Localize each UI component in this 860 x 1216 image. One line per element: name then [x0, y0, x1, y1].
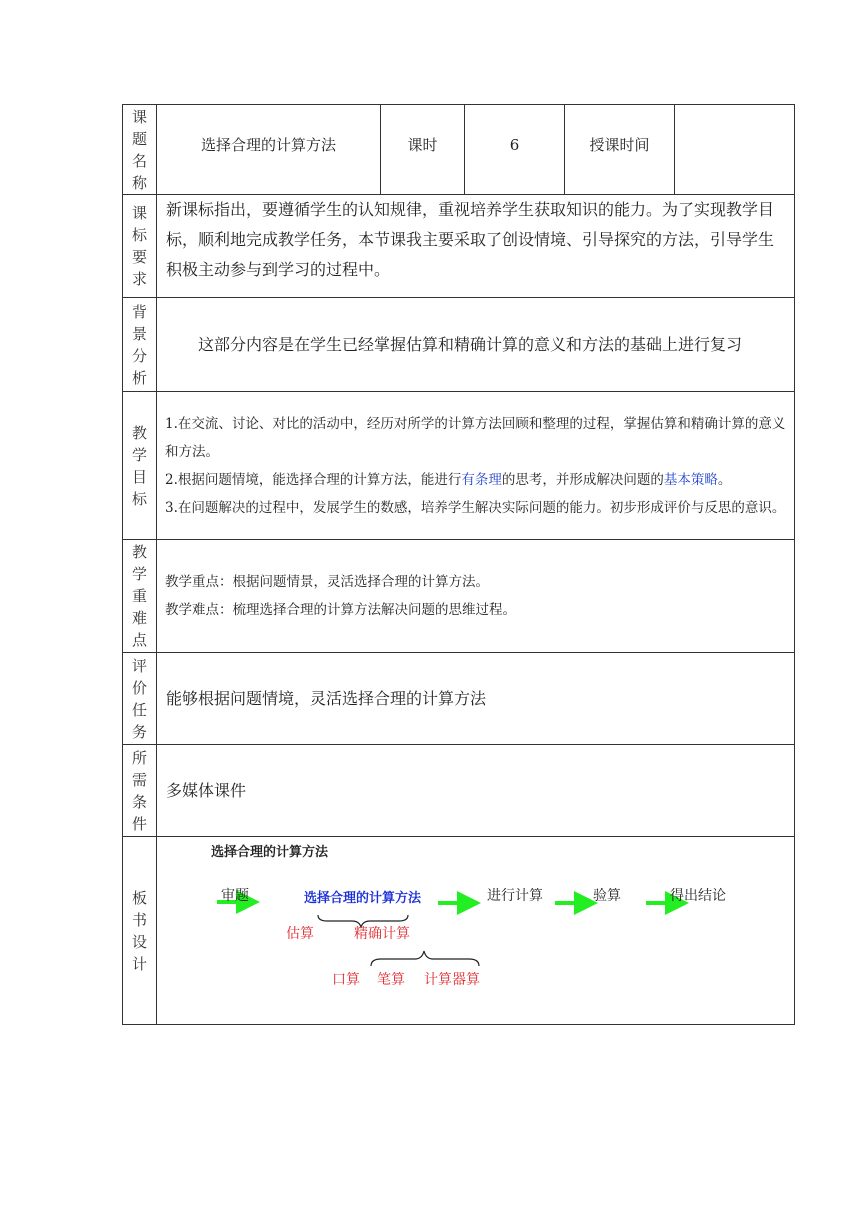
course-title: 选择合理的计算方法 [157, 105, 381, 195]
step-check: 验算 [593, 888, 621, 904]
board-title: 选择合理的计算方法 [211, 845, 329, 860]
materials-label: 所 需 条 件 [123, 745, 157, 837]
header-row [123, 105, 795, 195]
lesson-count-label: 课时 [381, 105, 465, 195]
branch-exact: 精确计算 [354, 926, 410, 942]
brace-exact-methods [371, 951, 479, 966]
sub-written: 笔算 [377, 972, 405, 988]
teaching-time-value [675, 105, 795, 195]
board-row [123, 837, 795, 1025]
goal-item-2: 2.根据问题情境，能选择合理的计算方法，能进行有条理的思考，并形成解决问题的基本策略。 [165, 471, 732, 488]
lesson-count-value: 6 [465, 105, 565, 195]
background-row [123, 298, 795, 392]
step-conclude: 得出结论 [670, 888, 726, 904]
background-text: 这部分内容是在学生已经掌握估算和精确计算的意义和方法的基础上进行复习 [157, 298, 795, 392]
background-label: 背 景 分 析 [123, 298, 157, 392]
title-label: 课 题 名 称 [123, 105, 157, 195]
goals-label: 教 学 目 标 [123, 392, 157, 540]
keypoints-label: 教 学 重 难 点 [123, 540, 157, 653]
sub-calculator: 计算器算 [424, 972, 480, 988]
evaluation-row [123, 653, 795, 745]
step-compute: 进行计算 [487, 888, 543, 904]
sub-mental: 口算 [332, 972, 360, 988]
goal-keyword-strategy: 基本策略 [663, 471, 718, 488]
step-review-question: 审题 [221, 888, 249, 904]
goal-item-3: 3.在问题解决的过程中，发展学生的数感，培养学生解决实际问题的能力。初步形成评价与反思的意识。 [165, 499, 786, 516]
goal-keyword-orderly: 有条理 [461, 471, 502, 488]
key-point: 教学重点：根据问题情景，灵活选择合理的计算方法。 [165, 574, 489, 590]
standard-text: 新课标指出，要遵循学生的认知规律，重视培养学生获取知识的能力。为了实现教学目标，顺利地完成教学任务，本节课我主要采取了创设情境、引导探究的方法，引导学生积极主动参与到学习的过程中。 [157, 195, 795, 298]
lesson-plan-table [122, 104, 795, 1025]
materials-text: 多媒体课件 [157, 745, 795, 837]
step-choose-method: 选择合理的计算方法 [304, 891, 422, 906]
keypoints-row [123, 540, 795, 653]
board-label: 板 书 设 计 [123, 837, 157, 1025]
goals-row [123, 392, 795, 540]
difficult-point: 教学难点：梳理选择合理的计算方法解决问题的思维过程。 [165, 602, 516, 618]
board-design [157, 837, 795, 1025]
branch-estimate: 估算 [286, 926, 314, 942]
keypoints-text [157, 540, 795, 653]
board-canvas [157, 837, 794, 1023]
goal-item-1: 1.在交流、讨论、对比的活动中，经历对所学的计算方法回顾和整理的过程，掌握估算和精确计算的意义和方法。 [165, 415, 786, 460]
goals-text [157, 392, 795, 540]
evaluation-label: 评 价 任 务 [123, 653, 157, 745]
materials-row [123, 745, 795, 837]
standard-row [123, 195, 795, 298]
standard-label: 课 标 要 求 [123, 195, 157, 298]
teaching-time-label: 授课时间 [565, 105, 675, 195]
evaluation-text: 能够根据问题情境，灵活选择合理的计算方法 [157, 653, 795, 745]
board-diagram-lines [157, 837, 794, 1023]
